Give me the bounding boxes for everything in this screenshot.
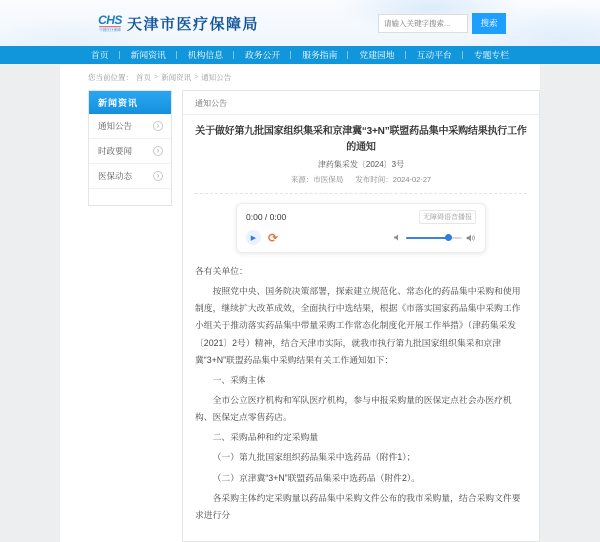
chs-logo-subtext: 中国医疗保障 — [99, 27, 121, 32]
sidebar-item-label: 通知公告 — [98, 121, 133, 131]
volume-fill — [406, 237, 448, 239]
nav-item-party-building[interactable]: 党建园地 — [348, 46, 405, 64]
nav-item-news[interactable]: 新闻资讯 — [120, 46, 177, 64]
site-header — [0, 0, 600, 46]
chevron-right-icon: › — [153, 171, 163, 181]
breadcrumb-home[interactable]: 首页 — [136, 73, 151, 82]
site-title: 天津市医疗保障局 — [127, 15, 260, 33]
volume-slider[interactable] — [406, 237, 462, 239]
article-paragraph: 按照党中央、国务院决策部署，探索建立规范化、常态化的药品集中采购和使用制度，继续扩大改革成效，全面执行中选结果，根据《市落实国家药品集中采购工作小组关于推动落实药品集中带量采购工作常态化制度化开展工作举措》（津药集采发〔2021〕2号）精神，结合天津市实际，就我市执行第九批国家组织集采和京津冀“3+N”联盟药品集中采购结果有关工作通知如下： — [195, 286, 521, 365]
page-container — [60, 64, 540, 542]
main-nav — [0, 46, 600, 64]
sidebar-item-notices[interactable] — [89, 114, 171, 139]
article-meta — [195, 174, 527, 185]
chevron-right-icon: › — [153, 146, 163, 156]
article-paragraph: 一、采购主体 — [212, 374, 266, 385]
article-publish-time: 发布时间：2024-02-27 — [355, 175, 432, 184]
audio-player — [236, 203, 486, 253]
breadcrumb-separator-icon: > — [154, 74, 159, 81]
article-body — [195, 263, 527, 524]
breadcrumb-separator-icon: > — [194, 74, 199, 81]
article-paragraph: （一）第九批国家组织药品集采中选药品（附件1）； — [212, 452, 416, 463]
nav-item-home[interactable]: 首页 — [80, 46, 120, 64]
article-paragraph: 二、采购品种和约定采购量 — [212, 432, 319, 443]
search-button[interactable]: 搜索 — [472, 13, 506, 34]
volume-handle[interactable] — [445, 234, 452, 241]
divider — [195, 193, 527, 194]
nav-item-gov-affairs[interactable]: 政务公开 — [234, 46, 291, 64]
article-paragraph: （二）京津冀“3+N”联盟药品集采中选药品（附件2）。 — [212, 472, 421, 483]
nav-item-org-info[interactable]: 机构信息 — [177, 46, 234, 64]
breadcrumb-notices[interactable]: 通知公告 — [201, 73, 232, 82]
play-icon: ▶ — [250, 234, 257, 242]
search-input[interactable] — [378, 14, 468, 33]
sidebar-item-label: 时政要闻 — [98, 146, 133, 156]
sidebar-item-medical-insurance-news[interactable] — [89, 164, 171, 189]
chs-logo-text: CHS — [98, 13, 122, 27]
volume-high-icon[interactable] — [466, 233, 476, 243]
article-panel — [182, 90, 540, 542]
audio-caption: 无障碍语音播报 — [419, 210, 476, 224]
play-button[interactable] — [246, 230, 261, 245]
replay-icon[interactable]: ⟳ — [268, 230, 279, 245]
article-paragraph: 全市公立医疗机构和军队医疗机构，参与申报采购量的医保定点社会办医疗机构、医保定点零售药店。 — [195, 394, 512, 423]
sidebar-item-label: 医保动态 — [98, 171, 133, 181]
sidebar-title: 新闻资讯 — [89, 91, 171, 114]
site-logo[interactable] — [98, 13, 259, 34]
news-sidebar — [88, 90, 172, 206]
header-search — [378, 13, 506, 34]
article-paragraph: 各有关单位： — [195, 266, 248, 276]
chevron-right-icon: › — [153, 121, 163, 131]
breadcrumb-prefix: 您当前位置： — [88, 73, 133, 82]
nav-item-special-columns[interactable]: 专题专栏 — [473, 50, 510, 60]
article-paragraph: 各采购主体约定采购量以药品集中采购文件公布的我市采购量，结合采购文件要求进行分 — [195, 492, 521, 520]
doc-number: 津药集采发〔2024〕3号 — [317, 160, 405, 169]
breadcrumb-news[interactable]: 新闻资讯 — [161, 73, 192, 82]
article-source: 来源：市医保局 — [290, 175, 344, 184]
sidebar-item-politics-news[interactable] — [89, 139, 171, 164]
nav-item-service-guide[interactable]: 服务指南 — [291, 46, 348, 64]
chs-logo-icon — [98, 14, 122, 32]
nav-item-interaction[interactable]: 互动平台 — [406, 46, 463, 64]
volume-low-icon[interactable] — [393, 233, 402, 242]
breadcrumb — [60, 64, 540, 90]
section-tab-notices: 通知公告 — [183, 91, 539, 115]
audio-time: 0:00 / 0:00 — [246, 212, 287, 222]
article-title: 关于做好第九批国家组织集采和京津冀“3+N”联盟药品集中采购结果执行工作的通知 — [195, 126, 527, 153]
